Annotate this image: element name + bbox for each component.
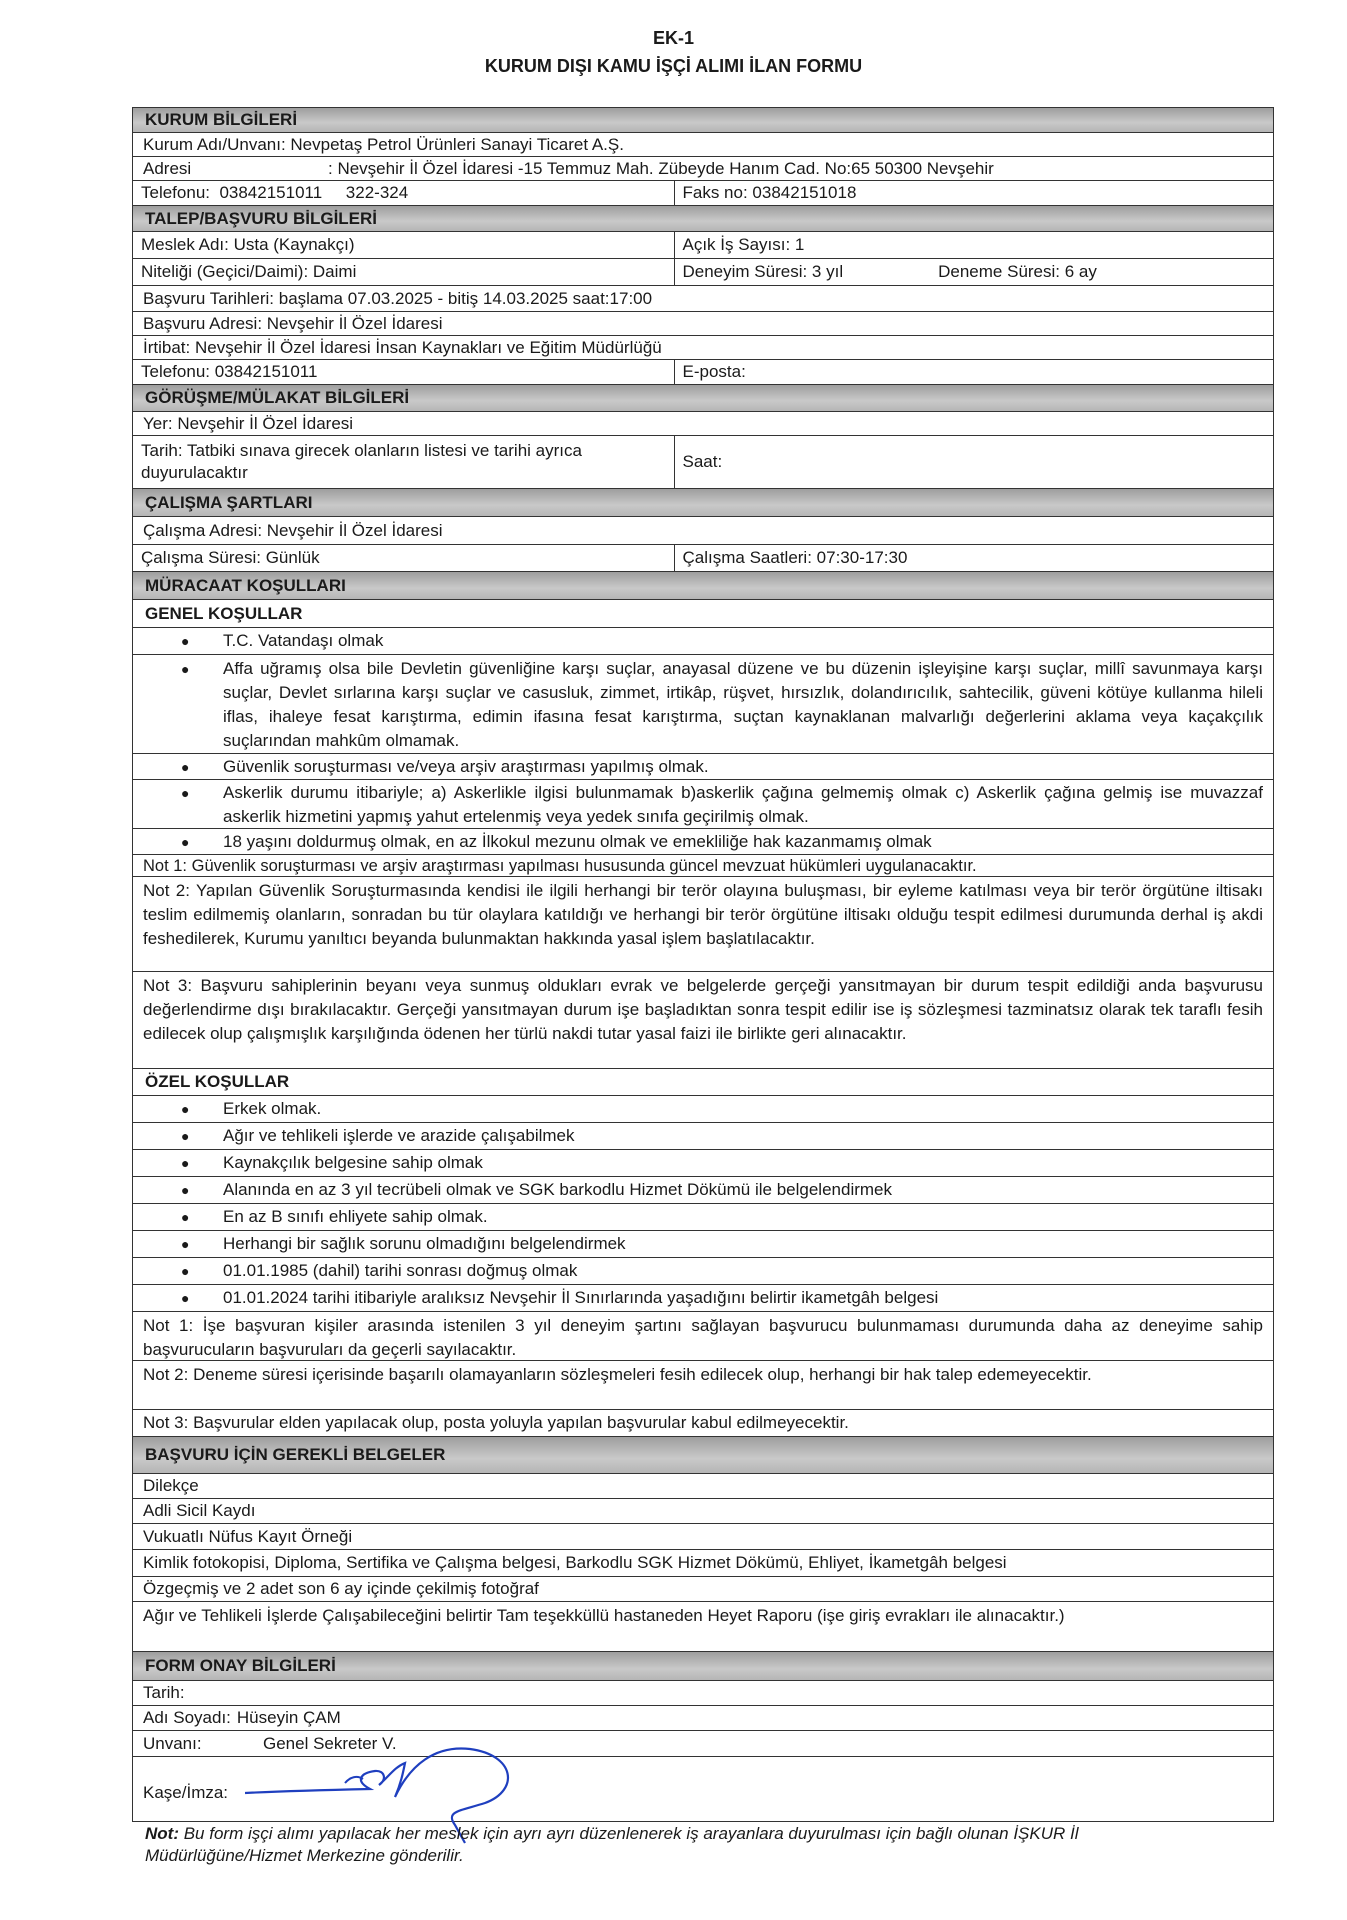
general-note-2: Not 2: Yapılan Güvenlik Soruşturmasında kendisi ile ilgili herhangi bir terör olayına buluşması, bir eyleme katılması veya bir terör örgütüne iltisakı teslim edilmemiş olanların, sonradan bu tür olaylara katıldığı ve herhangi bir terör örgütüne iltisakı olduğu tespit edilmesi durumunda derhal iş akdi feshedilerek, Kurumu yanıltıcı beyanda bulunmaktan hakkında yasal işlem başlatılacaktır.: [133, 877, 1273, 972]
section-talep: TALEP/BAŞVURU BİLGİLERİ: [133, 206, 1273, 232]
bullet-icon: ●: [181, 833, 190, 850]
bullet-icon: ●: [181, 1155, 190, 1171]
special-note-3: Not 3: Başvurular elden yapılacak olup, posta yoluyla yapılan başvurular kabul edilmeyecektir.: [133, 1410, 1273, 1437]
list-item: [133, 780, 1273, 829]
condition-text: Erkek olmak.: [223, 1099, 322, 1118]
list-item: [133, 829, 1273, 855]
name-label: Adı Soyadı:: [143, 1708, 231, 1727]
address-value: : Nevşehir İl Özel İdaresi -15 Temmuz Mah. Zübeyde Hanım Cad. No:65 50300 Nevşehir: [328, 158, 994, 178]
talep-email: E-posta:: [682, 362, 746, 381]
section-onay: FORM ONAY BİLGİLERİ: [133, 1652, 1273, 1681]
kurum-contact-row: [133, 181, 1273, 206]
document-item: Adli Sicil Kaydı: [133, 1499, 1273, 1524]
list-item: [133, 1096, 1273, 1123]
document-item: Özgeçmiş ve 2 adet son 6 ay içinde çekilmiş fotoğraf: [133, 1577, 1273, 1602]
interview-place: Yer: Nevşehir İl Özel İdaresi: [133, 412, 1273, 436]
contact: İrtibat: Nevşehir İl Özel İdaresi İnsan Kaynakları ve Eğitim Müdürlüğü: [133, 336, 1273, 360]
interview-date: Tarih: Tatbiki sınava girecek olanların listesi ve tarihi ayrıca duyurulacaktır: [133, 436, 675, 488]
bullet-icon: ●: [181, 758, 190, 775]
kurum-name: Kurum Adı/Unvanı: Nevpetaş Petrol Ürünleri Sanayi Ticaret A.Ş.: [133, 133, 1273, 157]
experience-cell: [675, 259, 1274, 285]
general-note-1: Not 1: Güvenlik soruşturması ve arşiv araştırması yapılması hususunda güncel mevzuat hükümleri uygulanacaktır.: [133, 855, 1273, 877]
special-conditions-heading: ÖZEL KOŞULLAR: [133, 1069, 1273, 1096]
approval-name-row: [133, 1706, 1273, 1731]
form-title: KURUM DIŞI KAMU İŞÇİ ALIMI İLAN FORMU: [484, 56, 863, 76]
document-item: Vukuatlı Nüfus Kayıt Örneği: [133, 1524, 1273, 1550]
section-calisma: ÇALIŞMA ŞARTLARI: [133, 489, 1273, 517]
kurum-phone: Telefonu: 03842151011 322-324: [133, 181, 675, 205]
list-item: [133, 1231, 1273, 1258]
list-item: [133, 1177, 1273, 1204]
work-duration: Çalışma Süresi: Günlük: [133, 545, 675, 571]
bullet-icon: ●: [181, 633, 190, 649]
trial-period: Deneme Süresi: 6 ay: [938, 262, 1097, 281]
application-address: Başvuru Adresi: Nevşehir İl Özel İdaresi: [133, 312, 1273, 336]
talep-row-phone: [133, 360, 1273, 385]
condition-text: Alanında en az 3 yıl tecrübeli olmak ve SGK barkodlu Hizmet Dökümü ile belgelendirmek: [223, 1180, 892, 1199]
condition-text: 01.01.1985 (dahil) tarihi sonrası doğmuş olmak: [223, 1261, 578, 1280]
bullet-icon: ●: [181, 1209, 190, 1225]
interview-row: [133, 436, 1273, 489]
bullet-icon: ●: [181, 785, 190, 801]
bullet-icon: ●: [181, 1182, 190, 1198]
list-item: [133, 1258, 1273, 1285]
kurum-address: [133, 157, 1273, 181]
condition-text: Askerlik durumu itibariyle; a) Askerlikle ilgisi bulunmamak b)askerlik çağına gelmemiş olmak c) Askerlik çağına gelmiş ise muvazzaf askerlik hizmetini yapmış yahut ertelenmiş veya yedek sınıfa geçirilmiş olmak.: [223, 783, 1263, 826]
bullet-icon: ●: [181, 1263, 190, 1279]
section-belgeler: BAŞVURU İÇİN GEREKLİ BELGELER: [133, 1437, 1273, 1474]
job-posting-form: [132, 107, 1274, 1822]
list-item: [133, 628, 1273, 655]
condition-text: 18 yaşını doldurmuş olmak, en az İlkokul mezunu olmak ve emekliliğe hak kazanmamış olmak: [223, 831, 932, 851]
document-item: Dilekçe: [133, 1474, 1273, 1499]
document-item: Kimlik fotokopisi, Diploma, Sertifika ve Çalışma belgesi, Barkodlu SGK Hizmet Dökümü, Ehliyet, İkametgâh belgesi: [133, 1550, 1273, 1577]
nature: Niteliği (Geçici/Daimi): Daimi: [133, 259, 675, 285]
approval-date: Tarih:: [133, 1681, 1273, 1706]
list-item: [133, 1204, 1273, 1231]
list-item: [133, 1285, 1273, 1312]
list-item: [133, 655, 1273, 754]
footer-note: [145, 1823, 1215, 1867]
list-item: [133, 1123, 1273, 1150]
stamp-signature: Kaşe/İmza:: [143, 1783, 229, 1802]
talep-phone: Telefonu: 03842151011: [133, 360, 675, 384]
talep-row-2: [133, 259, 1273, 286]
bullet-icon: ●: [181, 661, 190, 677]
work-row: [133, 545, 1273, 572]
kurum-fax: Faks no: 03842151018: [682, 183, 857, 202]
annex-label: EK-1: [652, 28, 694, 48]
special-note-2: Not 2: Deneme süresi içerisinde başarılı olamayanların sözleşmeleri fesih edilecek olup, herhangi bir hak talep edemeyecektir.: [133, 1361, 1273, 1410]
section-gorusme: GÖRÜŞME/MÜLAKAT BİLGİLERİ: [133, 385, 1273, 412]
approver-title: Genel Sekreter V.: [263, 1733, 397, 1753]
address-label: Adresi: [143, 158, 192, 178]
general-note-3: Not 3: Başvuru sahiplerinin beyanı veya sunmuş oldukları evrak ve belgelerde gerçeği yansıtmayan bir durum tespit edildiği anda başvurusu değerlendirme dışı bırakılacaktır. Gerçeği yansıtmayan durum işe başladıktan sonra tespit edilir ise iş sözleşmesi tazminatsız olarak tek taraflı fesih edilecek olup çalışmışlık karşılığında ödenen her türlü nakdi tutar yasal faizi ile birlikte geri alınacaktır.: [133, 972, 1273, 1069]
profession: Meslek Adı: Usta (Kaynakçı): [133, 232, 675, 258]
approver-name: Hüseyin ÇAM: [236, 1708, 341, 1727]
list-item: [133, 1150, 1273, 1177]
condition-text: T.C. Vatandaşı olmak: [223, 631, 384, 650]
bullet-icon: ●: [181, 1236, 190, 1252]
interview-time: Saat:: [682, 452, 723, 471]
section-kurum: KURUM BİLGİLERİ: [133, 108, 1273, 133]
condition-text: Güvenlik soruşturması ve/veya arşiv araştırması yapılmış olmak.: [223, 756, 709, 776]
experience: Deneyim Süresi: 3 yıl: [682, 262, 844, 281]
condition-text: Ağır ve tehlikeli işlerde ve arazide çalışabilmek: [223, 1126, 575, 1145]
work-hours: Çalışma Saatleri: 07:30-17:30: [682, 548, 908, 567]
application-dates: Başvuru Tarihleri: başlama 07.03.2025 - bitiş 14.03.2025 saat:17:00: [133, 286, 1273, 312]
condition-text: Affa uğramış olsa bile Devletin güvenliğine karşı suçlar, anayasal düzene ve bu düzenin işleyişine karşı suçlar, millî savunmaya karşı suçlar, Devlet sırlarına karşı suçlar ve casusluk, zimmet, irtikâp, rüşvet, hırsızlık, dolandırıcılık, sahtecilik, güveni kötüye kullanma hileli iflas, ihaleye fesat karıştırma, edimin ifasına fesat karıştırma, suçtan kaynaklanan malvarlığı değerlerini aklama veya kaçakçılık suçlarından mahkûm olmamak.: [223, 659, 1263, 750]
talep-row-1: [133, 232, 1273, 259]
general-conditions-heading: GENEL KOŞULLAR: [133, 600, 1273, 628]
section-muracaat: MÜRACAAT KOŞULLARI: [133, 572, 1273, 600]
footer-note-label: Not:: [145, 1824, 179, 1843]
condition-text: Herhangi bir sağlık sorunu olmadığını belgelendirmek: [223, 1234, 626, 1253]
footer-note-text: Bu form işçi alımı yapılacak her meslek için ayrı ayrı düzenlenerek iş arayanlara duyurulması için bağlı olunan İŞKUR İl Müdürlüğüne/Hizmet Merkezine gönderilir.: [145, 1824, 1079, 1865]
bullet-icon: ●: [181, 1290, 190, 1306]
title-label: Unvanı:: [143, 1733, 202, 1753]
work-address: Çalışma Adresi: Nevşehir İl Özel İdaresi: [133, 517, 1273, 545]
list-item: [133, 754, 1273, 780]
bullet-icon: ●: [181, 1128, 190, 1144]
condition-text: En az B sınıfı ehliyete sahip olmak.: [223, 1207, 488, 1226]
document-item: Ağır ve Tehlikeli İşlerde Çalışabileceğini belirtir Tam teşekküllü hastaneden Heyet Raporu (işe giriş evrakları ile alınacaktır.): [133, 1602, 1273, 1652]
openings: Açık İş Sayısı: 1: [682, 235, 805, 254]
special-note-1: Not 1: İşe başvuran kişiler arasında istenilen 3 yıl deneyim şartını sağlayan başvurucu bulunmaması durumunda daha az deneyime sahip başvurucuların başvuruları da geçerli sayılacaktır.: [133, 1312, 1273, 1361]
condition-text: 01.01.2024 tarihi itibariyle aralıksız Nevşehir İl Sınırlarında yaşadığını belirtir ikametgâh belgesi: [223, 1288, 939, 1307]
condition-text: Kaynakçılık belgesine sahip olmak: [223, 1153, 483, 1172]
bullet-icon: ●: [181, 1101, 190, 1117]
